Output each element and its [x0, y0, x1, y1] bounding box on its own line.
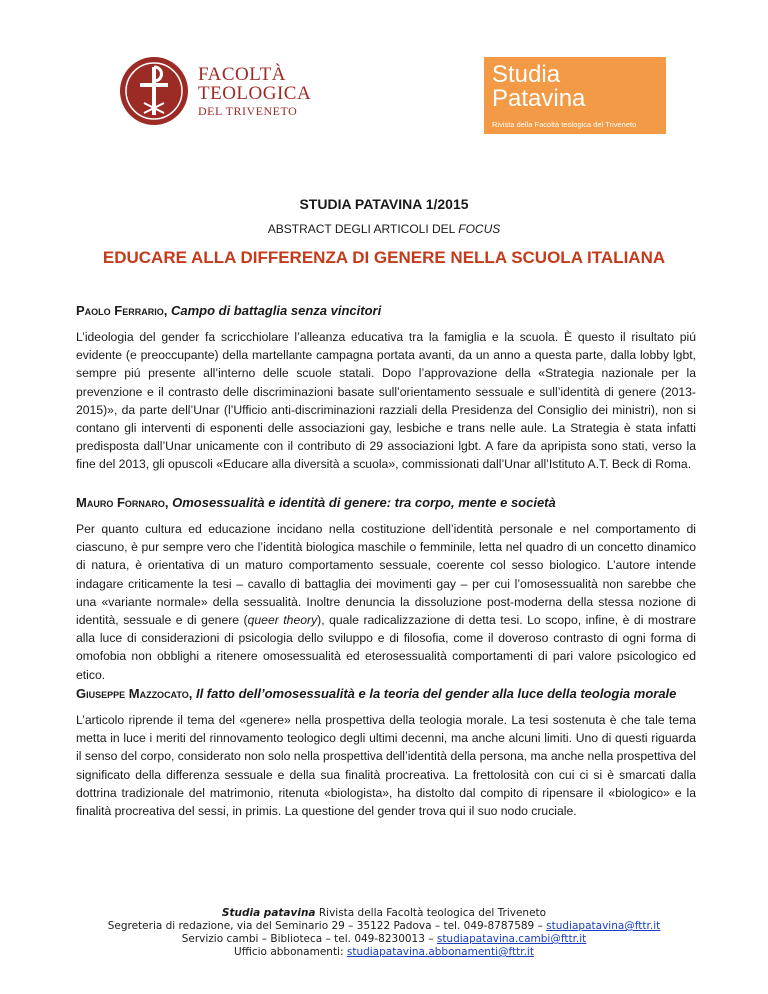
article-abstract-italic: queer theory — [247, 613, 318, 628]
article-byline — [76, 303, 696, 318]
article-author: Paolo Ferrario, — [76, 303, 168, 318]
footer-journal-name: Studia patavina — [221, 907, 316, 919]
studia-patavina-logo — [484, 57, 666, 134]
article-title: Il fatto dell’omosessualità e la teoria del gender alla luce della teologia morale — [195, 686, 677, 701]
footer-line-secretariat — [0, 920, 768, 933]
article-abstract-part2: ), quale radicalizzazione di detta tesi. Lo scopo, infine, è di mostrare alla luce di considerazioni di psicologia dello sviluppo e di filosofia, come il doveroso contrasto di ogni forma di omofobia non obblighi a ritenere omosessualità ed eterosessualità comportamenti di pari valore psicologico ed etico. — [76, 613, 697, 682]
abstract-label — [0, 222, 768, 236]
abstract-label-focus: FOCUS — [458, 222, 501, 236]
article-abstract-part1: Per quanto cultura ed educazione incidano nella costituzione dell’identità personale e nel comportamento di ciascuno, è pur sempre vero che l’identità biologica maschile o femminile, letta nel quadro di un concetto dinamico di natura, è orientativa di un maturo comportamento sessuale, coerente col sesso biologico. L’autore intende indagare criticamente la tesi – cavallo di battaglia dei movimenti gay – per cui l’omosessualità non sarebbe che una «variante normale» della sessualità. Inoltre denuncia la dissoluzione post-moderna della stessa nozione di identità, sessuale e di genere ( — [76, 522, 696, 628]
sp-logo-subtitle: Rivista della Facoltà teologica del Triveneto — [492, 120, 637, 129]
footer-email-link[interactable]: studiapatavina@fttr.it — [546, 920, 661, 932]
article-byline — [76, 686, 696, 701]
page-footer — [0, 907, 768, 959]
abstract-label-text: ABSTRACT DEGLI ARTICOLI DEL — [267, 222, 455, 236]
article-author: Mauro Fornaro, — [76, 495, 169, 510]
article-author: Giuseppe Mazzocato, — [76, 686, 193, 701]
ftt-logo-line3: DEL TRIVENETO — [198, 104, 298, 118]
footer-line-exchange — [0, 933, 768, 946]
article-abstract: L’ideologia del gender fa scricchiolare l’alleanza educativa tra la famiglia e la scuola. È questo il risultato piú evidente (e preoccupante) della martellante campagna portata avanti, da un anno a questa parte, dalla lobby lgbt, sempre piú presente all’interno delle scuole statali. Dopo l’approvazione della «Strategia nazionale per la prevenzione e il contrasto delle discriminazioni basate sull’orientamento sessuale e sull’identità di genere (2013-2015)», da parte dell’Unar (l’Ufficio anti-discriminazioni razziali della Presidenza del Consiglio dei ministri), non si contano gli interventi di esponenti delle associazioni gay, lesbiche e trans nelle aule. La Strategia è stata infatti predisposta dall’Unar unicamente con il contributo di 29 associazioni lgbt. A fare da apripista sono stati, verso la fine del 2013, gli opuscoli «Educare alla diversità a scuola», commissionati dall’Unar all’Istituto A.T. Beck di Roma. — [76, 330, 696, 472]
article-title: Omosessualità e identità di genere: tra corpo, mente e società — [172, 495, 556, 510]
footer-exchange-email-link[interactable]: studiapatavina.cambi@fttr.it — [436, 933, 587, 945]
ftt-logo-line2: TEOLOGICA — [198, 83, 312, 104]
footer-line-subscriptions — [0, 946, 768, 959]
footer-subscriptions-email-link[interactable]: studiapatavina.abbonamenti@fttr.it — [346, 946, 534, 958]
ftt-logo-line1: FACOLTÀ — [198, 64, 286, 85]
article-entry — [76, 303, 696, 474]
sp-logo-title-line1: Studia — [492, 61, 561, 88]
footer-subscriptions-text: Ufficio abbonamenti: — [234, 946, 347, 958]
footer-line-journal — [0, 907, 768, 920]
sp-logo-title — [492, 63, 585, 111]
ftt-logo-text — [198, 65, 311, 117]
article-entry — [76, 495, 696, 684]
footer-exchange-text: Servizio cambi – Biblioteca – tel. 049-8230013 – — [181, 933, 437, 945]
article-abstract: L’articolo riprende il tema del «genere» nella prospettiva della teologia morale. La tesi sostenuta è che tale tema metta in luce i meriti del rinnovamento teologico degli ultimi decenni, ma anche alcuni limiti. Uno di questi riguarda il senso del corpo, considerato non solo nella prospettiva dell’identità della persona, ma anche nella prospettiva del significato della differenza sessuale e della sua finalità procreativa. La frettolosità con cui ci si è smarcati dalla dottrina tradizionale del matrimonio, ritenuta «biologista», ha distolto dal compito di ripensare il «biologico» e la finalità procreativa del sessi, in primis. La questione del gender trova qui il suo nodo cruciale. — [76, 713, 696, 819]
footer-journal-desc: Rivista della Facoltà teologica del Triveneto — [315, 907, 547, 919]
seal-icon — [118, 55, 190, 127]
ftt-logo — [118, 48, 328, 134]
sp-logo-title-line2: Patavina — [492, 85, 586, 112]
article-entry — [76, 686, 696, 820]
article-abstract — [76, 520, 696, 684]
footer-secretariat-text: Segreteria di redazione, via del Seminario 29 – 35122 Padova – tel. 049-8787589 – — [107, 920, 547, 932]
article-title: Campo di battaglia senza vincitori — [170, 303, 382, 318]
journal-issue-title: STUDIA PATAVINA 1/2015 — [299, 196, 469, 212]
article-byline — [76, 495, 696, 510]
focus-title: EDUCARE ALLA DIFFERENZA DI GENERE NELLA SCUOLA ITALIANA — [102, 248, 666, 267]
